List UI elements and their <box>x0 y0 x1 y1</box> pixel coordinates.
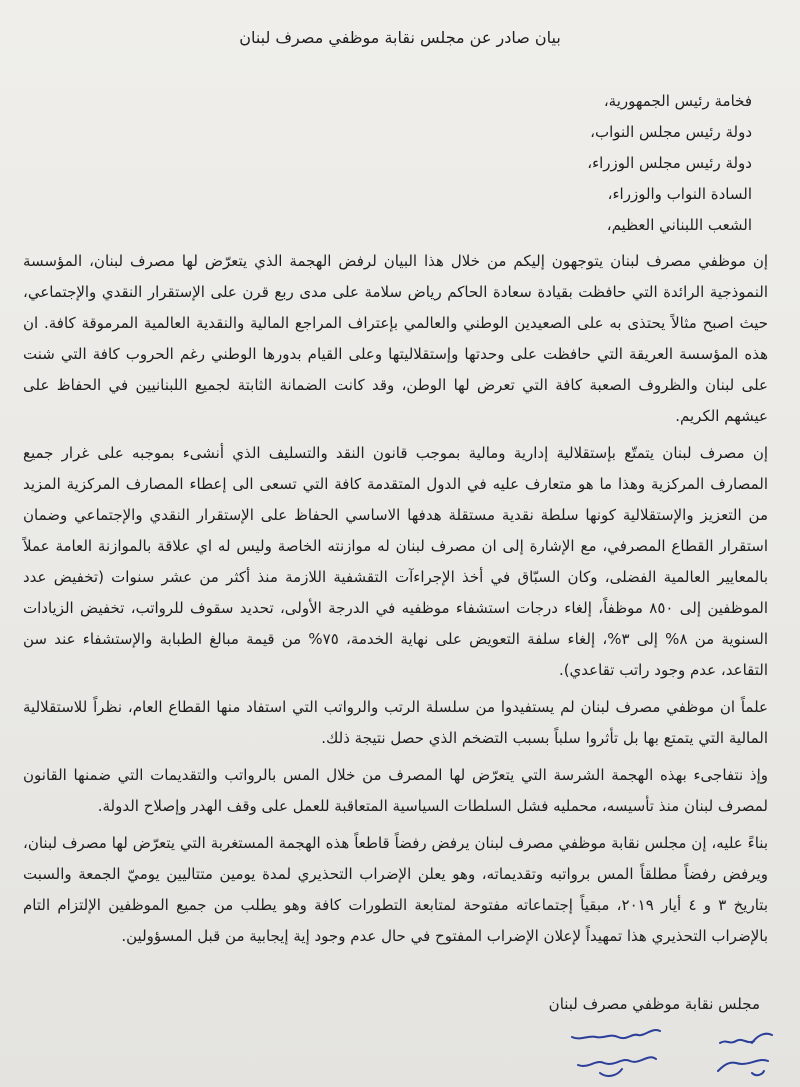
handwritten-signature <box>712 1027 782 1085</box>
body-paragraph: إن موظفي مصرف لبنان يتوجهون إليكم من خلال هذا البيان لرفض الهجمة الذي يتعرّض لها مصرف لبنان، المؤسسة النموذجية الرائدة التي حافظت بقيادة سعادة الحاكم رياض سلامة على مدى ربع قرن على الإستقرار النقدي والإجتماعي، حيث اصبح مثالاً يحتذى به على الصعيدين الوطني والعالمي بإعتراف المراجع المالية والنقدية العالمية المرموقة كافة. ان هذه المؤسسة العريقة التي حافظت على وحدتها وإستقلاليتها وعلى القيام بدورها الوطني رغم الحروب كافة التي شنت على لبنان والظروف الصعبة كافة التي تعرض لها الوطن، وقد كانت الضمانة الثابتة لجميع اللبنانيين في الحفاظ على عيشهم الكريم. <box>23 252 768 425</box>
addressee-line: السادة النواب والوزراء، <box>607 185 752 203</box>
body-paragraph: بناءً عليه، إن مجلس نقابة موظفي مصرف لبنان يرفض رفضاً قاطعاً هذه الهجمة المستغربة التي يتعرّض لها مصرف لبنان، ويرفض رفضاً مطلقاً المس برواتبه وتقديماته، وهو يعلن الإضراب التحذيري لمدة يومين متتاليين يوميّ الجمعة والسبت بتاريخ ٣ و ٤ أيار ٢٠١٩، مبقياً إجتماعاته مفتوحة لمتابعة التطورات كافة وهو يطلب من جميع الموظفين الإلتزام التام بالإضراب التحذيري هذا تمهيداً لإعلان الإضراب المفتوح في حال عدم وجود إية إيجابية من قبل المسؤولين. <box>23 834 768 945</box>
addressee-line: فخامة رئيس الجمهورية، <box>603 92 752 110</box>
signatory-label: مجلس نقابة موظفي مصرف لبنان <box>548 995 760 1013</box>
handwritten-signature <box>560 1025 670 1085</box>
document-title: بيان صادر عن مجلس نقابة موظفي مصرف لبنان <box>239 28 561 47</box>
addressee-line: دولة رئيس مجلس النواب، <box>590 123 752 141</box>
body-paragraph: إن مصرف لبنان يتمتّع بإستقلالية إدارية ومالية بموجب قانون النقد والتسليف الذي أنشىء بموجبه على غرار جميع المصارف المركزية وهذا ما هو متعارف عليه في الدول المتقدمة كافة التي تسعى الى إعطاء المصارف المركزية المزيد من التعزيز والإستقلالية كونها سلطة نقدية مستقلة هدفها الاساسي الحفاظ على الإستقرار النقدي والإجتماعي وضمان استقرار القطاع المصرفي، مع الإشارة إلى ان مصرف لبنان له موازنته الخاصة وليس له اي علاقة بالموازنة العامة عملاً بالمعايير العالمية الفضلى، وكان السبّاق في أخذ الإجراءآت التقشفية اللازمة منذ أكثر من عشر سنوات (تخفيض عدد الموظفين إلى ٨٥٠ موظفاً، إلغاء درجات استشفاء موظفيه في الدرجة الأولى، تحديد سقوف للرواتب، تخفيض الزيادات السنوية من ٨% إلى ٣%، إلغاء سلفة التعويض على نهاية الخدمة، ٧٥% من قيمة مبالغ الطبابة والإستشفاء عند سن التقاعد، عدم وجود راتب تقاعدي). <box>23 444 768 679</box>
statement-body <box>23 246 768 958</box>
signatures-area <box>0 1025 800 1087</box>
body-paragraph: علماً ان موظفي مصرف لبنان لم يستفيدوا من سلسلة الرتب والرواتب التي استفاد منها القطاع العام، نظراً للاستقلالية المالية التي يتمتع بها بل تأثروا سلباً بسبب التضخم الذي حصل نتيجة ذلك. <box>23 698 768 747</box>
addressee-line: دولة رئيس مجلس الوزراء، <box>587 154 752 172</box>
addressee-list <box>452 86 752 241</box>
body-paragraph: وإذ نتفاجىء بهذه الهجمة الشرسة التي يتعرّض لها المصرف من خلال المس بالرواتب والتقديمات التي ضمنها القانون لمصرف لبنان منذ تأسيسه، محمليه فشل السلطات السياسية المتعاقبة للعمل على وقف الهدر وإصلاح الدولة. <box>23 766 768 815</box>
addressee-line: الشعب اللبناني العظيم، <box>606 216 752 234</box>
